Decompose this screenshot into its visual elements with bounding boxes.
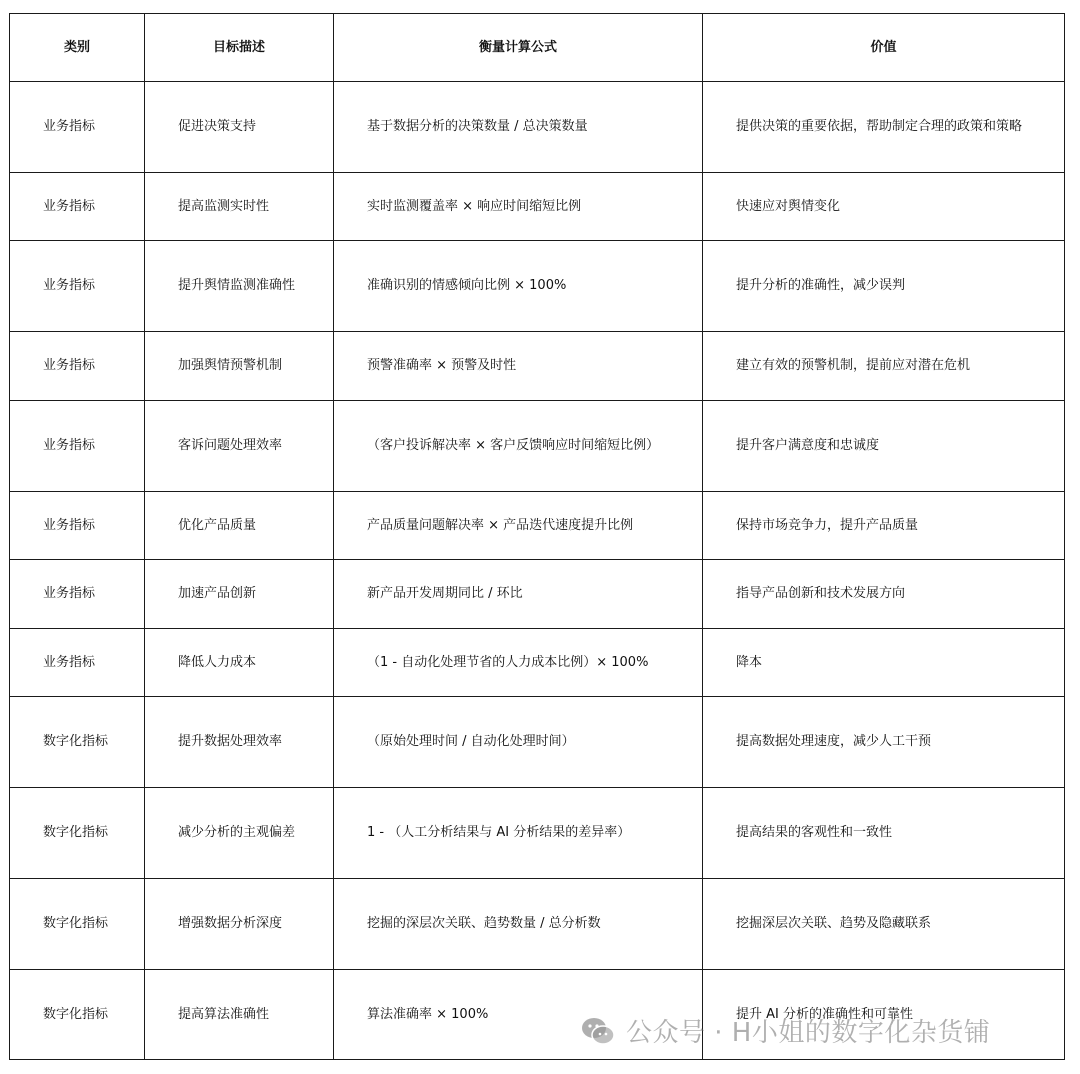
table-row: [10, 697, 1065, 788]
cell-formula: 准确识别的情感倾向比例 × 100%: [334, 241, 703, 332]
cell-value: 提高结果的客观性和一致性: [703, 788, 1065, 879]
cell-category: 业务指标: [10, 241, 145, 332]
cell-formula: 新产品开发周期同比 / 环比: [334, 560, 703, 629]
table-row: [10, 629, 1065, 697]
cell-formula: （原始处理时间 / 自动化处理时间）: [334, 697, 703, 788]
header-formula: 衡量计算公式: [334, 14, 703, 82]
cell-category: 数字化指标: [10, 879, 145, 970]
cell-value: 指导产品创新和技术发展方向: [703, 560, 1065, 629]
table-row: [10, 560, 1065, 629]
cell-goal: 优化产品质量: [145, 492, 334, 560]
cell-goal: 加强舆情预警机制: [145, 332, 334, 401]
cell-category: 业务指标: [10, 332, 145, 401]
cell-goal: 减少分析的主观偏差: [145, 788, 334, 879]
wechat-icon: [580, 1016, 616, 1046]
cell-formula: （客户投诉解决率 × 客户反馈响应时间缩短比例）: [334, 401, 703, 492]
table-row: [10, 788, 1065, 879]
cell-formula: 基于数据分析的决策数量 / 总决策数量: [334, 82, 703, 173]
cell-category: 业务指标: [10, 82, 145, 173]
cell-category: 数字化指标: [10, 788, 145, 879]
cell-value: 挖掘深层次关联、趋势及隐藏联系: [703, 879, 1065, 970]
cell-value: 快速应对舆情变化: [703, 173, 1065, 241]
watermark-text: 公众号 · H小姐的数字化杂货铺: [626, 1018, 991, 1048]
cell-value: 提升分析的准确性，减少误判: [703, 241, 1065, 332]
cell-category: 数字化指标: [10, 970, 145, 1060]
cell-category: 业务指标: [10, 401, 145, 492]
cell-formula: （1 - 自动化处理节省的人力成本比例）× 100%: [334, 629, 703, 697]
header-goal: 目标描述: [145, 14, 334, 82]
metrics-table: [9, 13, 1065, 1060]
table-row: [10, 332, 1065, 401]
cell-formula: 预警准确率 × 预警及时性: [334, 332, 703, 401]
table-row: [10, 879, 1065, 970]
cell-formula: 挖掘的深层次关联、趋势数量 / 总分析数: [334, 879, 703, 970]
cell-value: 保持市场竞争力，提升产品质量: [703, 492, 1065, 560]
cell-goal: 提升数据处理效率: [145, 697, 334, 788]
cell-goal: 加速产品创新: [145, 560, 334, 629]
cell-value: 提升 AI 分析的准确性和可靠性: [703, 970, 1065, 1060]
table-row: [10, 492, 1065, 560]
cell-goal: 提高监测实时性: [145, 173, 334, 241]
watermark: [580, 1012, 990, 1049]
cell-value: 降本: [703, 629, 1065, 697]
cell-goal: 降低人力成本: [145, 629, 334, 697]
cell-goal: 客诉问题处理效率: [145, 401, 334, 492]
cell-value: 提升客户满意度和忠诚度: [703, 401, 1065, 492]
cell-value: 提高数据处理速度，减少人工干预: [703, 697, 1065, 788]
cell-formula: 产品质量问题解决率 × 产品迭代速度提升比例: [334, 492, 703, 560]
cell-goal: 提升舆情监测准确性: [145, 241, 334, 332]
cell-category: 业务指标: [10, 560, 145, 629]
cell-formula: 实时监测覆盖率 × 响应时间缩短比例: [334, 173, 703, 241]
cell-goal: 促进决策支持: [145, 82, 334, 173]
table-header-row: [10, 14, 1065, 82]
cell-goal: 增强数据分析深度: [145, 879, 334, 970]
header-value: 价值: [703, 14, 1065, 82]
cell-formula: 算法准确率 × 100%: [334, 970, 703, 1060]
table-row: [10, 173, 1065, 241]
cell-value: 建立有效的预警机制，提前应对潜在危机: [703, 332, 1065, 401]
cell-category: 业务指标: [10, 173, 145, 241]
header-category: 类别: [10, 14, 145, 82]
cell-category: 业务指标: [10, 492, 145, 560]
cell-category: 数字化指标: [10, 697, 145, 788]
table-row: [10, 401, 1065, 492]
cell-value: 提供决策的重要依据，帮助制定合理的政策和策略: [703, 82, 1065, 173]
table-row: [10, 82, 1065, 173]
cell-goal: 提高算法准确性: [145, 970, 334, 1060]
cell-formula: 1 - （人工分析结果与 AI 分析结果的差异率）: [334, 788, 703, 879]
cell-category: 业务指标: [10, 629, 145, 697]
table-row: [10, 241, 1065, 332]
